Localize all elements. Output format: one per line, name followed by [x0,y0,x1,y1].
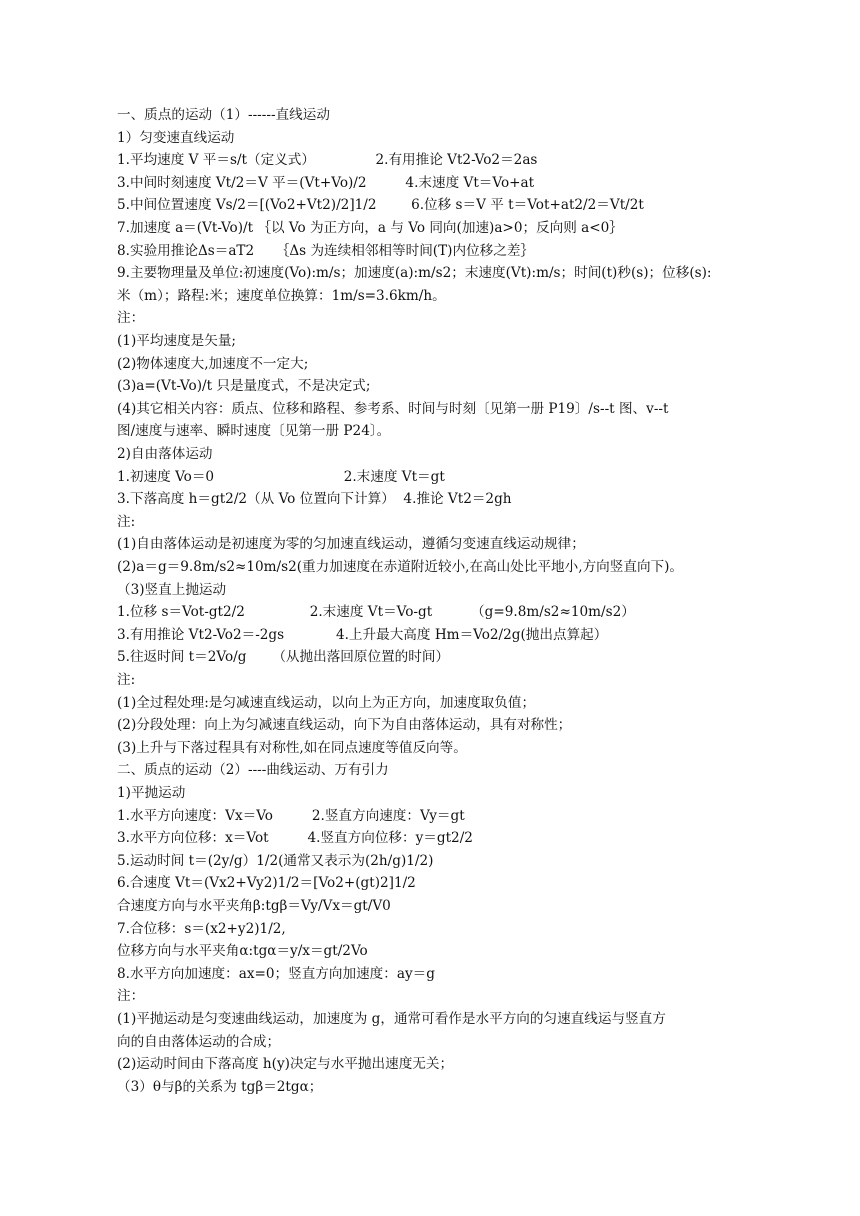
text-line: (2)运动时间由下落高度 h(y)决定与水平抛出速度无关； [117,1056,454,1073]
text-line: (2)a＝g＝9.8m/s2≈10m/s2(重力加速度在赤道附近较小,在高山处比平地小,方向竖直向下)。 [117,559,684,575]
text-line: 位移方向与水平夹角α:tgα＝y/x＝gt/2Vo [117,943,368,960]
text-line: 3.下落高度 h＝gt2/2（从 Vo 位置向下计算） 4.推论 Vt2＝2gh [117,491,512,508]
text-line: 注: [117,513,136,530]
text-line: (1)自由落体运动是初速度为零的匀加速直线运动，遵循匀变速直线运动规律； [117,536,585,553]
text-line: 7.加速度 a＝(Vt-Vo)/t ｛以 Vo 为正方向，a 与 Vo 同向(加速)a>0；反向则 a<0｝ [117,220,623,236]
text-line: 注： [117,310,145,327]
text-line: 1.水平方向速度：Vx＝Vo 2.竖直方向速度：Vy＝gt [117,807,465,824]
text-line: 7.合位移：s＝(x2+y2)1/2, [117,920,286,937]
text-line: (1)全过程处理:是匀减速直线运动，以向上为正方向，加速度取负值； [117,694,536,711]
text-line: 2)自由落体运动 [117,446,213,462]
text-line: 米（m）；路程:米；速度单位换算：1m/s=3.6km/h。 [117,287,446,304]
text-line: 合速度方向与水平夹角β:tgβ＝Vy/Vx＝gt/V0 [117,898,391,914]
text-line: 注： [117,988,145,1005]
text-line: （3)竖直上抛运动 [117,581,227,598]
text-line: 5.运动时间 t＝(2y/g）1/2(通常又表示为(2h/g)1/2) [117,852,434,869]
text-line: 5.往返时间 t＝2Vo/g （从抛出落回原位置的时间） [117,649,450,666]
text-line: (1)平均速度是矢量; [117,333,236,349]
text-line: (1)平抛运动是匀变速曲线运动，加速度为 g，通常可看作是水平方向的匀速直线运与竖直方 [117,1011,666,1027]
text-line: (2)分段处理：向上为匀减速直线运动，向下为自由落体运动，具有对称性； [117,717,572,734]
text-line: 9.主要物理量及单位:初速度(Vo):m/s；加速度(a):m/s2；末速度(Vt):m/s；时间(t)秒(s)；位移(s): [117,265,712,282]
text-line: 3.水平方向位移：x＝Vot 4.竖直方向位移：y＝gt2/2 [117,830,473,847]
text-line: （3）θ与β的关系为 tgβ＝2tgα； [117,1078,323,1095]
text-line: (2)物体速度大,加速度不一定大; [117,355,309,372]
text-line: 1.位移 s＝Vot-gt2/2 2.末速度 Vt＝Vo-gt （g=9.8m/s2≈10m/s2） [117,604,635,621]
text-line: 6.合速度 Vt＝(Vx2+Vy2)1/2＝[Vo2+(gt)2]1/2 [117,875,416,892]
text-line: 二、质点的运动（2）----曲线运动、万有引力 [117,762,389,779]
text-line: 1.平均速度 V 平＝s/t（定义式） 2.有用推论 Vt2-Vo2＝2as [117,152,538,169]
text-line: 1)平抛运动 [117,785,186,801]
text-line: (4)其它相关内容：质点、位移和路程、参考系、时间与时刻〔见第一册 P19〕/s--t 图、v--t [117,400,669,417]
text-line: 注: [117,672,136,688]
text-line: 5.中间位置速度 Vs/2＝[(Vo2+Vt2)/2]1/2 6.位移 s＝V 平 t＝Vot+at2/2＝Vt/2t [117,197,644,214]
text-line: (3)上升与下落过程具有对称性,如在同点速度等值反向等。 [117,739,467,756]
text-line: 向的自由落体运动的合成； [117,1033,281,1050]
text-line: 3.有用推论 Vt2-Vo2＝-2gs 4.上升最大高度 Hm＝Vo2/2g(抛出点算起） [117,626,608,643]
text-line: 8.实验用推论Δs＝aT2 ｛Δs 为连续相邻相等时间(T)内位移之差｝ [117,242,535,259]
text-line: (3)a=(Vt-Vo)/t 只是量度式，不是决定式; [117,378,371,395]
text-line: 一、质点的运动（1）------直线运动 [117,107,330,123]
text-line: 8.水平方向加速度：ax=0；竖直方向加速度：ay＝g [117,965,435,982]
text-line: 3.中间时刻速度 Vt/2＝V 平＝(Vt+Vo)/2 4.末速度 Vt＝Vo+at [117,174,535,191]
text-line: 1.初速度 Vo＝0 2.末速度 Vt＝gt [117,468,445,485]
text-line: 1）匀变速直线运动 [117,129,235,146]
text-line: 图/速度与速率、瞬时速度〔见第一册 P24〕。 [117,423,391,440]
